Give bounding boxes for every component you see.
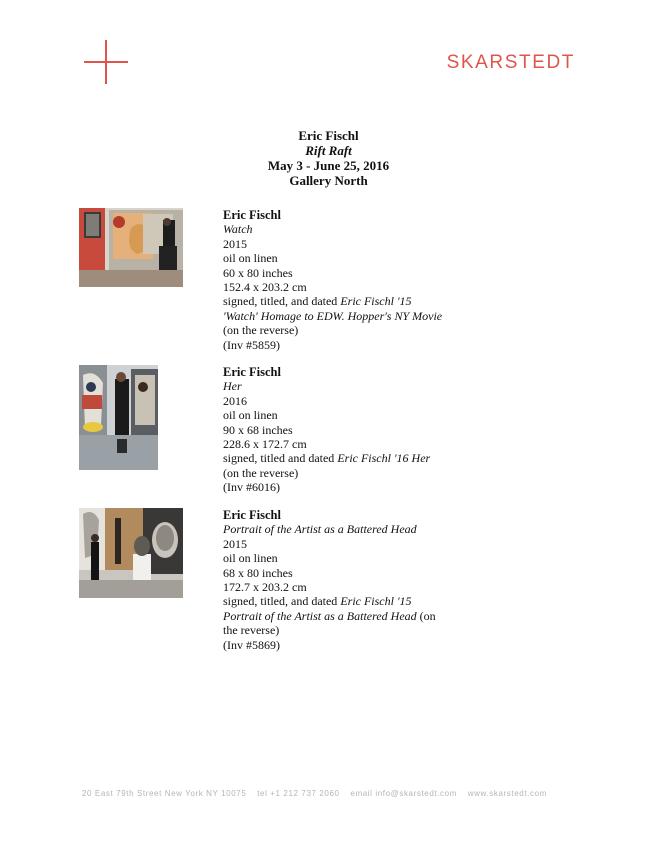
header-dates: May 3 - June 25, 2016 [267, 158, 390, 173]
footer-address: 20 East 79th Street New York NY 10075 [82, 789, 247, 798]
gallery-logo: SKARSTEDT [446, 52, 575, 73]
work-artist: Eric Fischl [223, 365, 281, 379]
work-artist: Eric Fischl [223, 508, 281, 522]
work-signature-note [223, 594, 443, 637]
work-year: 2015 [223, 536, 247, 551]
work-title: Portrait of the Artist as a Battered Head [223, 522, 417, 537]
work-medium: oil on linen [223, 551, 278, 566]
work-signature-note [223, 451, 443, 480]
artwork-thumbnail-her [79, 365, 158, 470]
work-medium: oil on linen [223, 408, 278, 423]
work-size-cm: 152.4 x 203.2 cm [223, 280, 307, 295]
footer-email: email info@skarstedt.com [350, 789, 457, 798]
footer-telephone: tel +1 212 737 2060 [257, 789, 340, 798]
signature-prefix: signed, titled, and dated [223, 594, 341, 609]
signature-prefix: signed, titled and dated [223, 451, 338, 466]
work-year: 2015 [223, 236, 247, 251]
cross-vertical-line [105, 40, 107, 84]
exhibition-header [0, 128, 657, 188]
work-medium: oil on linen [223, 251, 278, 266]
work-inventory-number: (Inv #5869) [223, 637, 280, 652]
work-size-inches: 68 x 80 inches [223, 565, 293, 580]
work-size-inches: 60 x 80 inches [223, 265, 293, 280]
header-show-title: Rift Raft [305, 143, 352, 158]
header-artist: Eric Fischl [298, 128, 359, 143]
artwork-thumbnail-watch [79, 208, 183, 287]
work-inventory-number: (Inv #5859) [223, 337, 280, 352]
work-title: Watch [223, 222, 253, 237]
signature-inscription: Eric Fischl '15 Portrait of the Artist as a Battered Head [223, 594, 417, 623]
footer-website: www.skarstedt.com [467, 789, 547, 798]
page-footer [82, 789, 555, 798]
work-artist: Eric Fischl [223, 208, 281, 222]
signature-suffix: (on the reverse) [223, 465, 299, 480]
artwork-thumbnail-battered-head [79, 508, 183, 598]
work-title: Her [223, 379, 242, 394]
work-year: 2016 [223, 393, 247, 408]
signature-suffix: (on the reverse) [223, 608, 436, 638]
signature-prefix: signed, titled, and dated [223, 294, 341, 309]
signature-inscription: Eric Fischl '16 Her [337, 451, 431, 466]
artwork-details [223, 508, 443, 652]
work-size-cm: 228.6 x 172.7 cm [223, 437, 307, 452]
work-signature-note [223, 294, 443, 337]
signature-suffix: (on the reverse) [223, 323, 299, 338]
artwork-details [223, 208, 443, 352]
work-size-inches: 90 x 68 inches [223, 422, 293, 437]
work-inventory-number: (Inv #6016) [223, 480, 280, 495]
work-size-cm: 172.7 x 203.2 cm [223, 580, 307, 595]
signature-inscription: Eric Fischl '15 'Watch' Homage to EDW. Hopper's NY Movie [223, 294, 443, 323]
artwork-details [223, 365, 443, 495]
cross-logo-mark [84, 40, 128, 84]
header-location: Gallery North [289, 173, 368, 188]
